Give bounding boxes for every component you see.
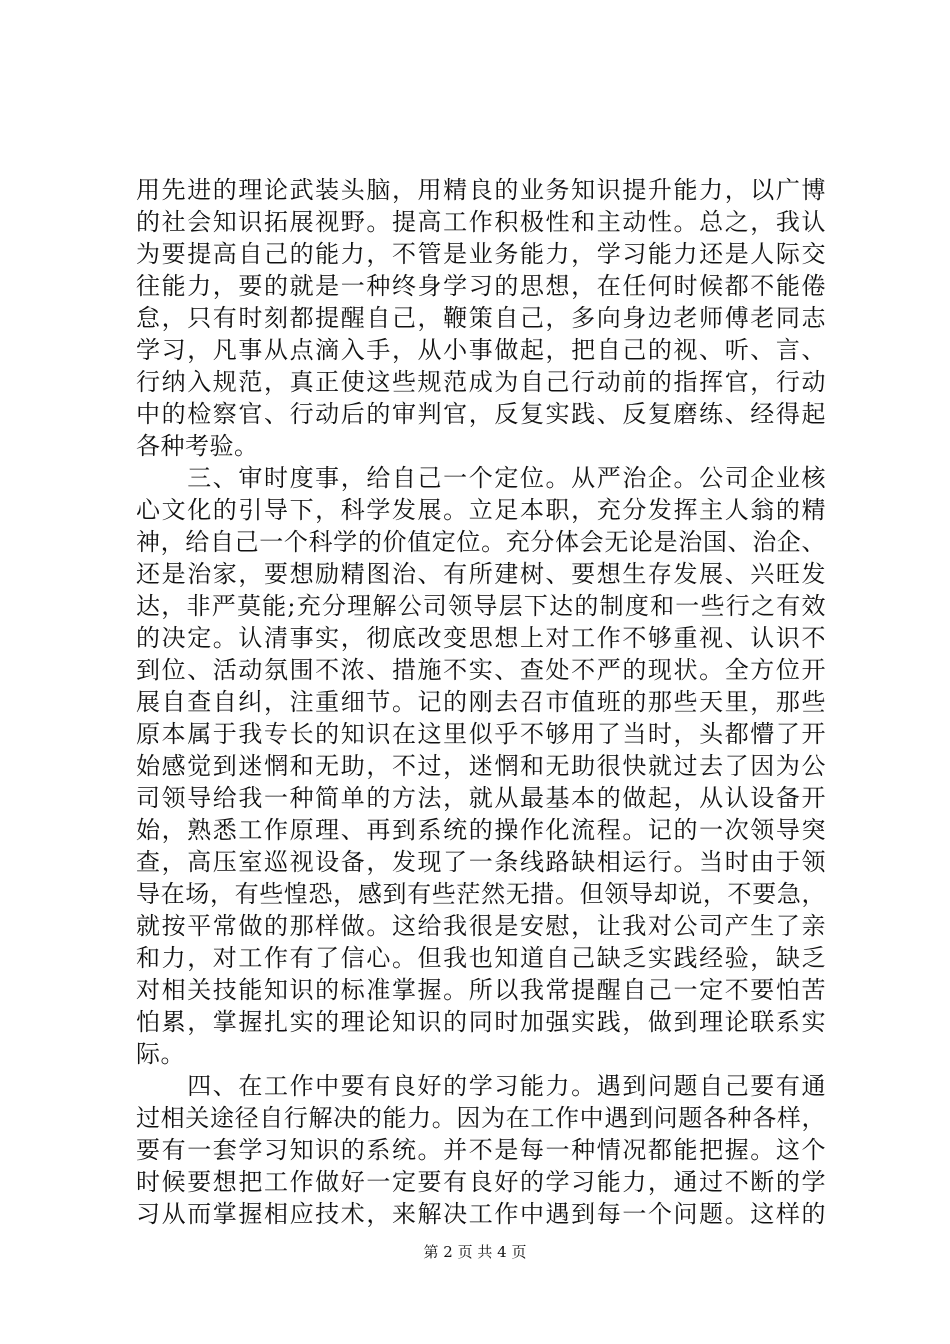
body-text-line: 四、在工作中要有良好的学习能力。遇到问题自己要有通 (136, 1072, 826, 1100)
body-text-line: 要有一套学习知识的系统。并不是每一种情况都能把握。这个 (136, 1136, 826, 1164)
body-text-line: 心文化的引导下，科学发展。立足本职，充分发挥主人翁的精 (136, 496, 826, 524)
body-text-line: 始感觉到迷惘和无助，不过，迷惘和无助很快就过去了因为公 (136, 752, 826, 780)
body-text-line: 神，给自己一个科学的价值定位。充分体会无论是治国、治企、 (136, 528, 826, 556)
body-text-line: 到位、活动氛围不浓、措施不实、查处不严的现状。全方位开 (136, 656, 826, 684)
body-text-line: 导在场，有些惶恐，感到有些茫然无措。但领导却说，不要急， (136, 880, 826, 908)
body-text-line: 学习，凡事从点滴入手，从小事做起，把自己的视、听、言、 (136, 336, 826, 364)
body-text-line: 习从而掌握相应技术，来解决工作中遇到每一个问题。这样的 (136, 1200, 826, 1228)
body-text-line: 怠，只有时刻都提醒自己，鞭策自己，多向身边老师傅老同志 (136, 304, 826, 332)
body-text-line: 际。 (136, 1040, 185, 1068)
body-text-line: 各种考验。 (136, 432, 259, 460)
body-text-line: 时候要想把工作做好一定要有良好的学习能力，通过不断的学 (136, 1168, 826, 1196)
body-text-line: 的社会知识拓展视野。提高工作积极性和主动性。总之，我认 (136, 208, 826, 236)
body-text-line: 就按平常做的那样做。这给我很是安慰，让我对公司产生了亲 (136, 912, 826, 940)
document-body (136, 174, 826, 1230)
body-text-line: 司领导给我一种简单的方法，就从最基本的做起，从认设备开 (136, 784, 826, 812)
body-text-line: 往能力，要的就是一种终身学习的思想，在任何时候都不能倦 (136, 272, 826, 300)
body-text-line: 用先进的理论武装头脑，用精良的业务知识提升能力，以广博 (136, 176, 826, 204)
page-footer: 第 2 页 共 4 页 (423, 1243, 527, 1261)
body-text-line: 过相关途径自行解决的能力。因为在工作中遇到问题各种各样， (136, 1104, 826, 1132)
body-text-line: 中的检察官、行动后的审判官，反复实践、反复磨练、经得起 (136, 400, 826, 428)
body-text-line: 达，非严莫能;充分理解公司领导层下达的制度和一些行之有效 (136, 592, 826, 620)
body-text-line: 为要提高自己的能力，不管是业务能力，学习能力还是人际交 (136, 240, 826, 268)
body-text-line: 原本属于我专长的知识在这里似乎不够用了当时，头都懵了开 (136, 720, 826, 748)
body-text-line: 对相关技能知识的标准掌握。所以我常提醒自己一定不要怕苦 (136, 976, 826, 1004)
body-text-line: 怕累，掌握扎实的理论知识的同时加强实践，做到理论联系实 (136, 1008, 826, 1036)
body-text-line: 行纳入规范，真正使这些规范成为自己行动前的指挥官，行动 (136, 368, 826, 396)
body-text-line: 的决定。认清事实，彻底改变思想上对工作不够重视、认识不 (136, 624, 826, 652)
body-text-line: 展自查自纠，注重细节。记的刚去召市值班的那些天里，那些 (136, 688, 826, 716)
body-text-line: 三、审时度事，给自己一个定位。从严治企。公司企业核 (136, 464, 826, 492)
body-text-line: 还是治家，要想励精图治、有所建树、要想生存发展、兴旺发 (136, 560, 826, 588)
body-text-line: 和力，对工作有了信心。但我也知道自己缺乏实践经验，缺乏 (136, 944, 826, 972)
body-text-line: 始，熟悉工作原理、再到系统的操作化流程。记的一次领导突 (136, 816, 826, 844)
body-text-line: 查，高压室巡视设备，发现了一条线路缺相运行。当时由于领 (136, 848, 826, 876)
